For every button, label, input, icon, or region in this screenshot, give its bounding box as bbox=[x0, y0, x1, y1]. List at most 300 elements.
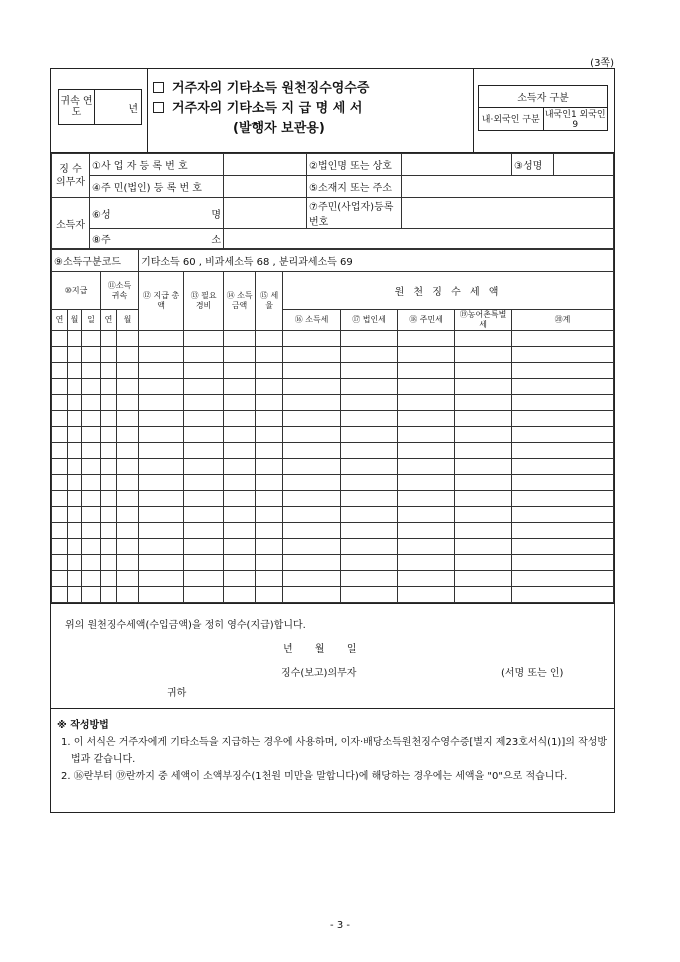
table-cell[interactable] bbox=[283, 555, 341, 571]
table-cell[interactable] bbox=[512, 331, 614, 347]
table-cell[interactable] bbox=[117, 443, 139, 459]
table-cell[interactable] bbox=[341, 523, 398, 539]
table-cell[interactable] bbox=[256, 411, 283, 427]
field-earner-name[interactable] bbox=[224, 198, 307, 229]
subtitle: (발행자 보관용) bbox=[233, 121, 325, 136]
table-cell[interactable] bbox=[224, 475, 256, 491]
table-cell[interactable] bbox=[455, 523, 512, 539]
table-cell[interactable] bbox=[398, 491, 455, 507]
table-cell[interactable] bbox=[283, 363, 341, 379]
table-cell[interactable] bbox=[184, 363, 224, 379]
checkbox-statement[interactable] bbox=[153, 102, 164, 113]
table-cell[interactable] bbox=[117, 555, 139, 571]
table-cell[interactable] bbox=[341, 331, 398, 347]
attribution-year-box bbox=[58, 89, 142, 125]
table-cell[interactable] bbox=[398, 443, 455, 459]
table-cell[interactable] bbox=[283, 411, 341, 427]
label-resident-reg-no: ④주 민(법인) 등 록 번 호 bbox=[90, 176, 224, 198]
table-row bbox=[52, 411, 614, 427]
table-cell[interactable] bbox=[455, 475, 512, 491]
table-cell[interactable] bbox=[52, 539, 68, 555]
table-cell[interactable] bbox=[68, 587, 82, 603]
subcol: 일 bbox=[82, 310, 101, 331]
col-expense: ⑬ 필요 경비 bbox=[184, 272, 224, 331]
table-cell[interactable] bbox=[455, 587, 512, 603]
table-cell[interactable] bbox=[101, 379, 117, 395]
table-cell[interactable] bbox=[283, 571, 341, 587]
table-cell[interactable] bbox=[256, 555, 283, 571]
table-cell[interactable] bbox=[256, 523, 283, 539]
table-row bbox=[52, 475, 614, 491]
table-cell[interactable] bbox=[398, 523, 455, 539]
table-cell[interactable] bbox=[256, 331, 283, 347]
table-cell[interactable] bbox=[184, 459, 224, 475]
subcol: 연 bbox=[52, 310, 68, 331]
table-cell[interactable] bbox=[341, 587, 398, 603]
table-cell[interactable] bbox=[139, 363, 184, 379]
table-cell[interactable] bbox=[101, 459, 117, 475]
table-cell[interactable] bbox=[455, 443, 512, 459]
table-cell[interactable] bbox=[398, 571, 455, 587]
table-cell[interactable] bbox=[82, 491, 101, 507]
table-cell[interactable] bbox=[184, 555, 224, 571]
table-cell[interactable] bbox=[101, 331, 117, 347]
table-cell[interactable] bbox=[68, 347, 82, 363]
year-label: 귀속 연도 bbox=[59, 90, 95, 124]
table-cell[interactable] bbox=[455, 411, 512, 427]
table-cell[interactable] bbox=[283, 475, 341, 491]
table-cell[interactable] bbox=[512, 523, 614, 539]
table-cell[interactable] bbox=[341, 427, 398, 443]
table-cell[interactable] bbox=[82, 475, 101, 491]
table-cell[interactable] bbox=[512, 427, 614, 443]
label-address: ⑤소재지 또는 주소 bbox=[307, 176, 402, 198]
table-cell[interactable] bbox=[512, 587, 614, 603]
subcol: 월 bbox=[117, 310, 139, 331]
table-cell[interactable] bbox=[82, 347, 101, 363]
table-cell[interactable] bbox=[82, 331, 101, 347]
table-cell[interactable] bbox=[82, 571, 101, 587]
table-cell[interactable] bbox=[101, 443, 117, 459]
class-label: 내·외국인 구분 bbox=[479, 108, 544, 131]
table-cell[interactable] bbox=[398, 475, 455, 491]
table-cell[interactable] bbox=[52, 475, 68, 491]
table-cell[interactable] bbox=[117, 459, 139, 475]
table-cell[interactable] bbox=[82, 427, 101, 443]
table-cell[interactable] bbox=[139, 587, 184, 603]
table-cell[interactable] bbox=[256, 491, 283, 507]
table-cell[interactable] bbox=[256, 571, 283, 587]
table-cell[interactable] bbox=[512, 555, 614, 571]
table-cell[interactable] bbox=[68, 459, 82, 475]
label-earner-name-end: 명 bbox=[211, 209, 221, 221]
table-cell[interactable] bbox=[398, 587, 455, 603]
table-cell[interactable] bbox=[82, 379, 101, 395]
table-cell[interactable] bbox=[398, 331, 455, 347]
label-earner-reg-no: ⑦주민(사업자)등록번호 bbox=[307, 198, 402, 229]
table-row bbox=[52, 507, 614, 523]
table-cell[interactable] bbox=[224, 347, 256, 363]
table-row bbox=[52, 427, 614, 443]
table-cell[interactable] bbox=[224, 379, 256, 395]
table-cell[interactable] bbox=[52, 363, 68, 379]
table-cell[interactable] bbox=[224, 331, 256, 347]
table-cell[interactable] bbox=[139, 443, 184, 459]
table-cell[interactable] bbox=[256, 379, 283, 395]
table-cell[interactable] bbox=[341, 347, 398, 363]
table-cell[interactable] bbox=[224, 571, 256, 587]
table-cell[interactable] bbox=[184, 411, 224, 427]
table-cell[interactable] bbox=[398, 427, 455, 443]
table-cell[interactable] bbox=[341, 507, 398, 523]
table-cell[interactable] bbox=[82, 411, 101, 427]
table-cell[interactable] bbox=[283, 491, 341, 507]
table-cell[interactable] bbox=[139, 491, 184, 507]
label-earner-address-end: 소 bbox=[211, 235, 221, 246]
table-cell[interactable] bbox=[224, 555, 256, 571]
table-cell[interactable] bbox=[283, 443, 341, 459]
table-cell[interactable] bbox=[139, 379, 184, 395]
table-cell[interactable] bbox=[68, 331, 82, 347]
table-cell[interactable] bbox=[139, 427, 184, 443]
table-cell[interactable] bbox=[341, 395, 398, 411]
table-cell[interactable] bbox=[68, 475, 82, 491]
table-cell[interactable] bbox=[455, 507, 512, 523]
table-cell[interactable] bbox=[224, 507, 256, 523]
table-cell[interactable] bbox=[117, 411, 139, 427]
table-cell[interactable] bbox=[68, 491, 82, 507]
table-cell[interactable] bbox=[455, 331, 512, 347]
table-cell[interactable] bbox=[101, 507, 117, 523]
table-cell[interactable] bbox=[256, 363, 283, 379]
table-cell[interactable] bbox=[68, 379, 82, 395]
table-cell[interactable] bbox=[139, 411, 184, 427]
table-row bbox=[52, 571, 614, 587]
class-title: 소득자 구분 bbox=[479, 86, 607, 108]
table-cell[interactable] bbox=[512, 395, 614, 411]
table-cell[interactable] bbox=[117, 539, 139, 555]
table-cell[interactable] bbox=[283, 379, 341, 395]
table-cell[interactable] bbox=[398, 555, 455, 571]
table-cell[interactable] bbox=[68, 411, 82, 427]
table-cell[interactable] bbox=[512, 507, 614, 523]
table-cell[interactable] bbox=[455, 379, 512, 395]
table-cell[interactable] bbox=[512, 459, 614, 475]
table-cell[interactable] bbox=[256, 443, 283, 459]
page-footer: - 3 - bbox=[330, 920, 350, 931]
table-cell[interactable] bbox=[52, 379, 68, 395]
table-cell[interactable] bbox=[184, 443, 224, 459]
table-cell[interactable] bbox=[68, 507, 82, 523]
col-withheld: 원 천 징 수 세 액 bbox=[283, 272, 614, 310]
table-cell[interactable] bbox=[82, 587, 101, 603]
instructions bbox=[51, 708, 614, 812]
tax-col: ⑳계 bbox=[512, 310, 614, 331]
table-cell[interactable] bbox=[398, 507, 455, 523]
table-cell[interactable] bbox=[283, 523, 341, 539]
table-cell[interactable] bbox=[139, 523, 184, 539]
table-cell[interactable] bbox=[117, 571, 139, 587]
table-cell[interactable] bbox=[512, 539, 614, 555]
table-cell[interactable] bbox=[101, 587, 117, 603]
table-row bbox=[52, 523, 614, 539]
table-cell[interactable] bbox=[139, 347, 184, 363]
field-corp-name[interactable] bbox=[402, 154, 512, 176]
table-cell[interactable] bbox=[101, 523, 117, 539]
table-cell[interactable] bbox=[82, 363, 101, 379]
table-cell[interactable] bbox=[184, 571, 224, 587]
table-cell[interactable] bbox=[184, 395, 224, 411]
table-cell[interactable] bbox=[52, 491, 68, 507]
table-cell[interactable] bbox=[184, 587, 224, 603]
table-cell[interactable] bbox=[52, 331, 68, 347]
table-cell[interactable] bbox=[101, 427, 117, 443]
table-cell[interactable] bbox=[398, 411, 455, 427]
table-row bbox=[52, 379, 614, 395]
table-cell[interactable] bbox=[68, 539, 82, 555]
withholding-receipt-form bbox=[50, 68, 615, 813]
table-cell[interactable] bbox=[82, 539, 101, 555]
table-cell[interactable] bbox=[139, 395, 184, 411]
table-cell[interactable] bbox=[224, 491, 256, 507]
table-cell[interactable] bbox=[68, 363, 82, 379]
earner-class-box bbox=[478, 85, 608, 131]
table-cell[interactable] bbox=[224, 539, 256, 555]
table-cell[interactable] bbox=[341, 443, 398, 459]
table-cell[interactable] bbox=[341, 571, 398, 587]
title-receipt: 거주자의 기타소득 원천징수영수증 bbox=[172, 81, 370, 96]
table-cell[interactable] bbox=[455, 347, 512, 363]
table-cell[interactable] bbox=[117, 379, 139, 395]
table-cell[interactable] bbox=[184, 427, 224, 443]
table-cell[interactable] bbox=[184, 539, 224, 555]
table-cell[interactable] bbox=[512, 475, 614, 491]
table-row bbox=[52, 331, 614, 347]
table-row bbox=[52, 459, 614, 475]
table-cell[interactable] bbox=[139, 507, 184, 523]
table-cell[interactable] bbox=[455, 539, 512, 555]
table-cell[interactable] bbox=[398, 363, 455, 379]
table-cell[interactable] bbox=[82, 459, 101, 475]
table-cell[interactable] bbox=[256, 507, 283, 523]
table-cell[interactable] bbox=[512, 363, 614, 379]
table-cell[interactable] bbox=[455, 395, 512, 411]
table-cell[interactable] bbox=[117, 587, 139, 603]
table-cell[interactable] bbox=[82, 443, 101, 459]
payer-label: 징수(보고)의무자 bbox=[281, 668, 357, 679]
field-earner-address[interactable] bbox=[224, 229, 614, 249]
table-cell[interactable] bbox=[68, 427, 82, 443]
field-earner-reg-no[interactable] bbox=[402, 198, 614, 229]
table-cell[interactable] bbox=[101, 475, 117, 491]
table-cell[interactable] bbox=[398, 379, 455, 395]
statement: 위의 원천징수세액(수입금액)을 정히 영수(지급)합니다. bbox=[65, 620, 306, 631]
table-cell[interactable] bbox=[398, 459, 455, 475]
table-cell[interactable] bbox=[455, 363, 512, 379]
table-cell[interactable] bbox=[117, 395, 139, 411]
label-income-code: ⑨소득구분코드 bbox=[52, 250, 139, 272]
table-cell[interactable] bbox=[224, 587, 256, 603]
table-row bbox=[52, 491, 614, 507]
table-row bbox=[52, 363, 614, 379]
table-cell[interactable] bbox=[512, 491, 614, 507]
class-values[interactable]: 내국인1 외국인9 bbox=[544, 109, 606, 130]
table-cell[interactable] bbox=[117, 475, 139, 491]
table-cell[interactable] bbox=[139, 475, 184, 491]
year-field[interactable]: 년 bbox=[128, 103, 138, 115]
field-business-reg-no[interactable] bbox=[224, 154, 307, 176]
table-cell[interactable] bbox=[283, 347, 341, 363]
table-cell[interactable] bbox=[256, 539, 283, 555]
table-cell[interactable] bbox=[117, 523, 139, 539]
table-cell[interactable] bbox=[341, 539, 398, 555]
table-cell[interactable] bbox=[139, 459, 184, 475]
table-cell[interactable] bbox=[117, 507, 139, 523]
table-cell[interactable] bbox=[256, 347, 283, 363]
label-earner-name: ⑥성 bbox=[92, 209, 111, 221]
table-cell[interactable] bbox=[184, 523, 224, 539]
table-cell[interactable] bbox=[52, 443, 68, 459]
table-cell[interactable] bbox=[512, 443, 614, 459]
table-cell[interactable] bbox=[341, 555, 398, 571]
table-cell[interactable] bbox=[184, 331, 224, 347]
table-cell[interactable] bbox=[341, 363, 398, 379]
table-cell[interactable] bbox=[52, 507, 68, 523]
table-cell[interactable] bbox=[52, 347, 68, 363]
table-cell[interactable] bbox=[283, 395, 341, 411]
table-cell[interactable] bbox=[341, 459, 398, 475]
table-cell[interactable] bbox=[512, 571, 614, 587]
table-cell[interactable] bbox=[101, 363, 117, 379]
note-2: 2. ⑯란부터 ⑲란까지 중 세액이 소액부징수(1천원 미만을 말합니다)에 해당하는 경우에는 세액을 "0"으로 적습니다. bbox=[61, 771, 568, 782]
table-cell[interactable] bbox=[68, 395, 82, 411]
earner-group-label: 소득자 bbox=[52, 198, 90, 249]
table-cell[interactable] bbox=[101, 539, 117, 555]
table-cell[interactable] bbox=[283, 507, 341, 523]
form-header bbox=[51, 69, 614, 153]
field-address[interactable] bbox=[402, 176, 614, 198]
tax-col: ⑰ 법인세 bbox=[341, 310, 398, 331]
table-cell[interactable] bbox=[455, 571, 512, 587]
table-cell[interactable] bbox=[52, 459, 68, 475]
table-cell[interactable] bbox=[398, 347, 455, 363]
table-cell[interactable] bbox=[52, 427, 68, 443]
date-field[interactable]: 년 월 일 bbox=[283, 644, 357, 655]
income-table bbox=[51, 249, 614, 603]
table-cell[interactable] bbox=[455, 555, 512, 571]
subcol: 월 bbox=[68, 310, 82, 331]
table-cell[interactable] bbox=[341, 475, 398, 491]
table-cell[interactable] bbox=[224, 523, 256, 539]
table-cell[interactable] bbox=[101, 555, 117, 571]
table-cell[interactable] bbox=[68, 571, 82, 587]
table-cell[interactable] bbox=[117, 347, 139, 363]
table-cell[interactable] bbox=[117, 427, 139, 443]
table-cell[interactable] bbox=[512, 347, 614, 363]
table-cell[interactable] bbox=[139, 539, 184, 555]
table-cell[interactable] bbox=[117, 491, 139, 507]
table-cell[interactable] bbox=[184, 507, 224, 523]
payer-group-label: 징 수 의무자 bbox=[52, 154, 90, 198]
table-cell[interactable] bbox=[52, 395, 68, 411]
table-cell[interactable] bbox=[256, 587, 283, 603]
tax-col: ⑯ 소득세 bbox=[283, 310, 341, 331]
table-cell[interactable] bbox=[52, 523, 68, 539]
table-cell[interactable] bbox=[224, 411, 256, 427]
table-cell[interactable] bbox=[283, 331, 341, 347]
table-cell[interactable] bbox=[256, 395, 283, 411]
table-cell[interactable] bbox=[455, 427, 512, 443]
table-cell[interactable] bbox=[224, 427, 256, 443]
table-cell[interactable] bbox=[398, 539, 455, 555]
table-cell[interactable] bbox=[68, 523, 82, 539]
table-cell[interactable] bbox=[341, 411, 398, 427]
table-cell[interactable] bbox=[398, 395, 455, 411]
table-cell[interactable] bbox=[101, 395, 117, 411]
table-cell[interactable] bbox=[256, 427, 283, 443]
table-cell[interactable] bbox=[455, 491, 512, 507]
table-cell[interactable] bbox=[117, 363, 139, 379]
table-cell[interactable] bbox=[82, 555, 101, 571]
table-cell[interactable] bbox=[101, 491, 117, 507]
table-cell[interactable] bbox=[341, 491, 398, 507]
table-cell[interactable] bbox=[283, 539, 341, 555]
table-cell[interactable] bbox=[184, 475, 224, 491]
table-cell[interactable] bbox=[52, 411, 68, 427]
table-cell[interactable] bbox=[52, 555, 68, 571]
table-cell[interactable] bbox=[101, 571, 117, 587]
table-cell[interactable] bbox=[283, 459, 341, 475]
table-cell[interactable] bbox=[224, 443, 256, 459]
col-rate: ⑮ 세율 bbox=[256, 272, 283, 331]
table-cell[interactable] bbox=[68, 443, 82, 459]
table-cell[interactable] bbox=[139, 571, 184, 587]
signature-field[interactable]: (서명 또는 인) bbox=[501, 668, 564, 679]
table-cell[interactable] bbox=[283, 427, 341, 443]
table-cell[interactable] bbox=[341, 379, 398, 395]
table-cell[interactable] bbox=[224, 459, 256, 475]
table-cell[interactable] bbox=[512, 379, 614, 395]
col-income: ⑭ 소득 금액 bbox=[224, 272, 256, 331]
table-cell[interactable] bbox=[82, 507, 101, 523]
table-cell[interactable] bbox=[256, 475, 283, 491]
table-cell[interactable] bbox=[82, 523, 101, 539]
table-cell[interactable] bbox=[52, 571, 68, 587]
table-cell[interactable] bbox=[117, 331, 139, 347]
table-cell[interactable] bbox=[224, 395, 256, 411]
field-name[interactable] bbox=[554, 154, 614, 176]
label-corp-name: ②법인명 또는 상호 bbox=[307, 154, 402, 176]
table-cell[interactable] bbox=[184, 347, 224, 363]
table-cell[interactable] bbox=[139, 331, 184, 347]
tax-col: ⑱ 주민세 bbox=[398, 310, 455, 331]
table-cell[interactable] bbox=[184, 379, 224, 395]
table-cell[interactable] bbox=[101, 347, 117, 363]
table-cell[interactable] bbox=[52, 587, 68, 603]
table-cell[interactable] bbox=[455, 459, 512, 475]
checkbox-receipt[interactable] bbox=[153, 82, 164, 93]
table-cell[interactable] bbox=[68, 555, 82, 571]
table-cell[interactable] bbox=[184, 491, 224, 507]
table-cell[interactable] bbox=[256, 459, 283, 475]
table-cell[interactable] bbox=[224, 363, 256, 379]
table-cell[interactable] bbox=[82, 395, 101, 411]
table-cell[interactable] bbox=[101, 411, 117, 427]
table-cell[interactable] bbox=[139, 555, 184, 571]
table-cell[interactable] bbox=[512, 411, 614, 427]
field-resident-reg-no[interactable] bbox=[224, 176, 307, 198]
table-cell[interactable] bbox=[283, 587, 341, 603]
